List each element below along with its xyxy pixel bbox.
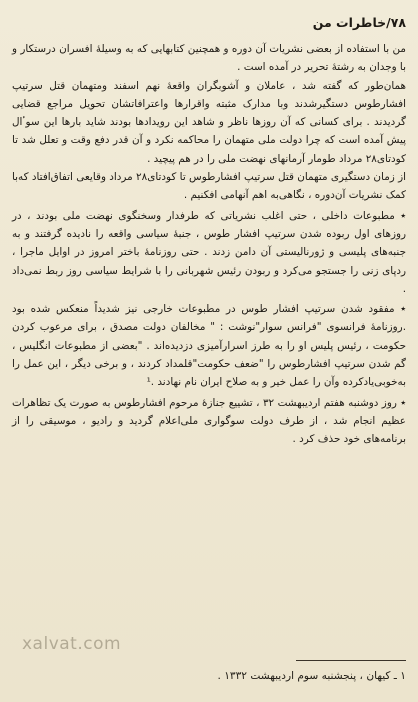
paragraph-events: از زمان دستگیری متهمان قتل سرتیپ افشارطوس تا کودتای۲۸ مرداد وقایعی اتفاق‌افتاد که‌با کمک نشریات آن‌دوره ، نگاهی‌به اهم آنهامی افکنیم .	[12, 171, 406, 202]
page-header	[12, 8, 406, 36]
page-body	[12, 40, 406, 449]
paragraph-foreign-press: ٭ مفقود شدن سرتیپ افشار طوس در مطبوعات خارجی نیز شدیداً منعکس شده بود .روزنامه‌ٔ فرانسوی "فرانس سوار"نوشت : " مخالفان دولت مصدق ، برای مرعوب کردن حکومت ، رئیس پلیس او را به طرز اسرارآمیزی دزدیده‌اند . "بعضی از مطبوعات انگلیس ، گم شدن سرتیپ افشارطوس را "ضعف حکومت"قلمداد کردند ، و برخی دیگر ، این عمل را به‌خوبی‌یادکرده وآن را عمل خیر و به صلاح ایران نام نهادند .¹	[12, 303, 406, 389]
paragraph-arrests: همان‌طور که گفته شد ، عاملان و آشوبگران واقعه‌ٔ نهم اسفند ومتهمان قتل سرتیپ افشارطوس دستگیرشدند وبا مدارک مثبته واقرارها واعترافاتشان تحویل مراجع قضایی گردیدند . برای کسانی که آن روزها ناظر و شاهد این رویدادها بودند شاید بارها این سوٴال پیش آمده است که چرا دولت ملی متهمان را محاکمه نکرد و آن قدر دفع وقت و تعلل شد تا کودتای۲۸ مرداد طومار آرمانهای نهضت ملی را در هم پیچید .	[12, 79, 406, 165]
footnote: ۱ ـ کیهان ، پنجشنبه سوم اردیبهشت ۱۳۳۲ .	[217, 670, 406, 682]
watermark: xalvat.com	[22, 634, 122, 654]
footnote-divider	[296, 660, 406, 661]
paragraph-intro: من با استفاده از بعضی نشریات آن دوره و همچنین کتابهایی که به وسیله‌ٔ افسران درستکار و با وجدان به رشته‌ٔ تحریر در آمده است .	[12, 43, 406, 74]
paragraph-funeral: ٭ روز دوشنبه هفتم اردیبهشت ۳۲ ، تشییع جنازه‌ٔ مرحوم افشارطوس به صورت یک تظاهرات عظیم انجام شد ، از طرف دولت سوگواری ملی‌اعلام گردید و رادیو ، موسیقی را از برنامه‌های خود حذف کرد .	[12, 396, 406, 446]
paragraph-domestic-press: ٭ مطبوعات داخلی ، حتی اغلب نشریاتی که طرفدار وسخنگوی نهضت ملی بودند ، در روزهای اول ربوده شدن سرتیپ افشار طوس ، جنبه‌ٔ سیاسی واقعه را نادیده گرفتند و به جنبه‌های پلیسی و ژورنالیستی آن دامن زدند . حتی روزنامه‌ٔ باختر امروز در اوایل ماجرا ، ردپای زنی را جستجو می‌کرد و ربودن رئیس شهربانی را با شرایط سیاسی روز ربط نمی‌داد .	[12, 209, 406, 295]
page-number-and-title: ۷۸/خاطرات من	[312, 14, 406, 30]
